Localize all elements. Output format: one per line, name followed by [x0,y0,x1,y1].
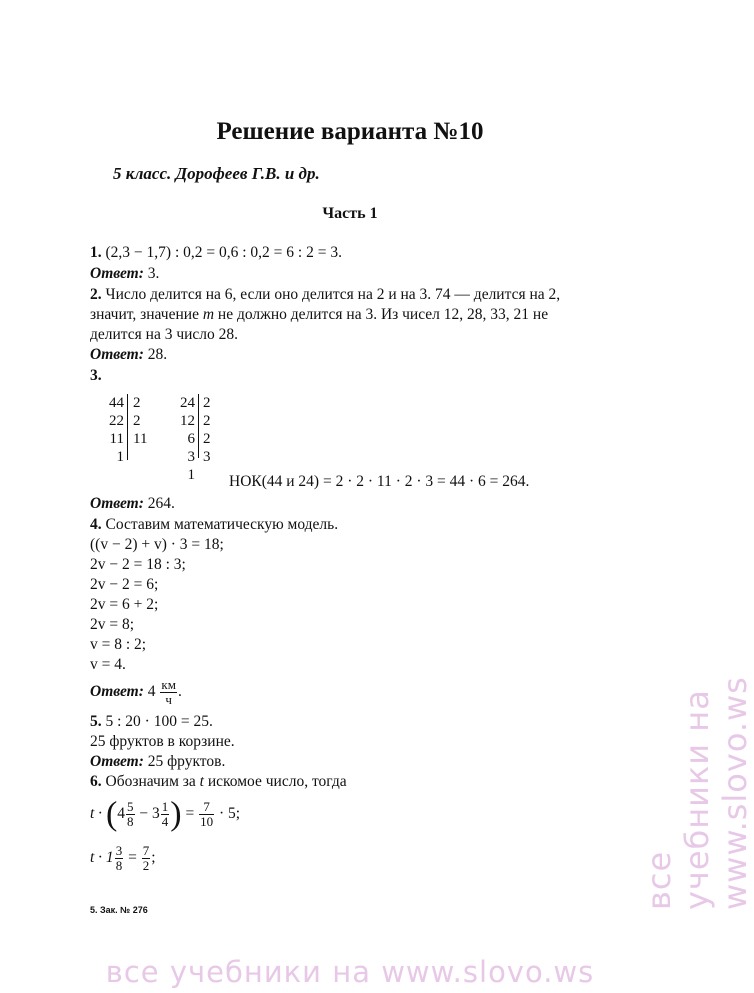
q4-step: v = 4. [90,656,126,673]
q6-equation1 [90,794,240,834]
factor-cell: 2 [203,413,211,429]
q2-answer [90,345,167,365]
factor-cell: 44 [109,395,124,411]
mixed-whole: 4 [117,805,126,822]
fraction-denominator: 8 [115,857,123,873]
fraction-numerator: 7 [142,842,150,858]
q1-answer [90,264,159,284]
q5-answer [90,752,225,772]
fraction [115,844,124,873]
part-heading: Часть 1 [322,205,378,222]
answer-label: Ответ: [90,495,144,512]
factor-cell: 2 [133,413,141,429]
answer-label: Ответ: [90,753,144,770]
q6-equation2 [90,840,156,876]
q4-answer-end: . [177,683,182,701]
eq-var: t · [90,805,103,822]
fraction [199,800,214,829]
fraction-numerator: 3 [115,842,123,858]
q4-step: 2v = 8; [90,616,135,633]
watermark-bottom: все учебники на www.slovo.ws [105,955,595,989]
q2-text1: Число делится на 6, если оно делится на 2 и на 3. 74 — делится на 2, [105,286,561,303]
q2-line3: делится на 3 число 28. [90,326,239,343]
q6-number: 6. [90,773,102,790]
factor-cell: 24 [180,395,195,411]
factor-cell [203,466,211,484]
q4-step: 2v = 6 + 2; [90,596,159,613]
q4-step: ((v − 2) + v) · 3 = 18; [90,536,224,553]
q5-line2: 25 фруктов в корзине. [90,733,235,750]
q4-intro [90,515,338,535]
factor-44-right [133,394,147,466]
factor-cell: 22 [109,413,124,429]
q2-line1 [90,285,560,305]
factor-cell: 11 [133,431,148,447]
fraction-numerator: 7 [199,800,214,815]
q2-var: m [202,306,215,323]
q6-intro-a: Обозначим за [105,773,200,790]
factor-cell: 2 [133,395,141,411]
close-paren: ) [170,795,182,833]
eq-end: · 5; [218,805,241,822]
q6-intro-b: искомое число, тогда [203,773,347,790]
page-title: Решение варианта №10 [216,118,484,145]
fraction [161,800,170,829]
answer-label: Ответ: [90,683,144,701]
q5-text1: 5 : 20 · 100 = 25. [105,713,213,730]
factor-24-left [172,394,195,484]
eq-end: ; [151,849,156,866]
q1-answer-value: 3. [147,265,160,282]
q3-answer-value: 264. [147,495,175,512]
q2-text2b: не должно делится на 3. Из чисел 12, 28, 33, 21 не [214,306,549,323]
eq-equals: = [128,849,137,866]
watermark-vertical: все учебники на www.slovo.ws [640,676,754,910]
q5-answer-value: 25 фруктов. [147,753,226,770]
q4-intro-text: Составим математическую модель. [105,516,339,533]
q2-number: 2. [90,286,102,303]
q4-answer [90,678,182,707]
factor-44-left [100,394,124,466]
fraction-numerator: 1 [161,798,169,814]
factor-cell: 11 [109,431,124,447]
q5-number: 5. [90,713,102,730]
q3-number [90,366,102,386]
factor-cell: 2 [203,395,211,411]
eq-equals: = [185,805,195,822]
factor-cell: 1 [116,449,124,465]
fraction-denominator: 10 [200,813,214,829]
q3-answer [90,494,175,514]
q1-text: (2,3 − 1,7) : 0,2 = 0,6 : 0,2 = 6 : 2 = 3. [105,244,342,261]
fraction [126,800,135,829]
eq-var: t · 1 [90,849,114,866]
fraction-denominator: ч [165,692,172,707]
q2-text2a: значит, значение [90,306,203,323]
open-paren: ( [105,795,118,833]
q6-var: t [199,773,204,790]
q4-answer-value: 4 [147,683,156,701]
q5-line1 [90,712,213,732]
fraction-denominator: 8 [127,813,134,829]
q4-step: 2v − 2 = 6; [90,576,159,593]
factor-24-divider [198,394,199,458]
factor-44-divider [127,394,128,460]
fraction [142,844,151,873]
q4-step: 2v − 2 = 18 : 3; [90,556,186,573]
q4-step: v = 8 : 2; [90,636,147,653]
q4-number: 4. [90,516,102,533]
factor-cell: 1 [187,467,195,483]
factor-cell: 12 [180,413,195,429]
q1-line [90,243,342,263]
factor-cell: 3 [203,449,211,465]
answer-label: Ответ: [90,265,144,282]
q1-number: 1. [90,244,102,261]
fraction-numerator: км [161,677,176,692]
factor-cell: 6 [187,431,195,447]
answer-label: Ответ: [90,346,144,363]
fraction-denominator: 4 [161,813,169,829]
q2-answer-value: 28. [147,346,168,363]
fraction-numerator: 5 [127,798,134,814]
page-footer: 5. Зак. № 276 [90,905,148,915]
factor-cell: 3 [187,449,195,465]
factor-24-right [203,394,211,484]
factor-cell: 2 [203,431,211,447]
q4-unit-fraction [160,678,177,707]
q3-lcm: НОК(44 и 24) = 2 · 2 · 11 · 2 · 3 = 44 · 6 = 264. [229,473,530,490]
fraction-denominator: 2 [142,857,150,873]
eq-minus: − 3 [139,805,160,822]
q2-line2 [90,305,548,325]
q3-num-text: 3. [90,367,102,384]
factor-cell [133,448,147,466]
subtitle: 5 класс. Дорофеев Г.В. и др. [113,164,320,183]
q6-intro [90,772,347,792]
